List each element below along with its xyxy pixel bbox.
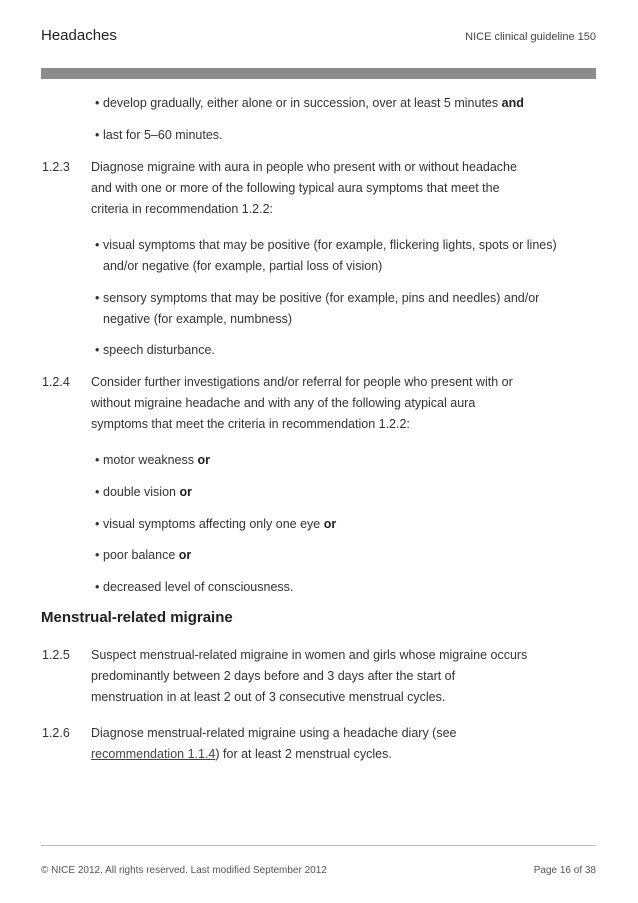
list-item: • visual symptoms affecting only one eye or xyxy=(103,514,593,535)
list-item: • poor balance or xyxy=(103,545,593,566)
bullet-icon: • xyxy=(95,580,100,594)
bullet-icon: • xyxy=(95,485,100,499)
list-item: • sensory symptoms that may be positive (for example, pins and needles) and/or negative (for example, numbness) xyxy=(103,288,593,330)
bullet-icon: • xyxy=(95,238,100,252)
bullet-icon: • xyxy=(95,517,100,531)
document-title: Headaches xyxy=(41,27,117,44)
bullet-icon: • xyxy=(95,291,100,305)
page-number: Page 16 of 38 xyxy=(533,865,596,876)
footer-divider xyxy=(41,845,596,846)
section-heading: Menstrual-related migraine xyxy=(41,609,233,626)
list-item: • speech disturbance. xyxy=(103,340,593,361)
bullet-icon: • xyxy=(95,453,100,467)
list-item: • visual symptoms that may be positive (for example, flickering lights, spots or lines) and/or negative (for example, partial loss of vision) xyxy=(103,235,593,277)
list-item: • last for 5–60 minutes. xyxy=(103,125,593,146)
bullet-icon: • xyxy=(95,128,100,142)
list-item: • develop gradually, either alone or in succession, over at least 5 minutes and xyxy=(103,93,593,114)
list-item: • decreased level of consciousness. xyxy=(103,577,593,598)
list-item: • motor weakness or xyxy=(103,450,593,471)
recommendation-link[interactable]: recommendation 1.1.4 xyxy=(91,747,216,761)
header-divider xyxy=(41,68,596,79)
bullet-icon: • xyxy=(95,96,100,110)
guideline-label: NICE clinical guideline 150 xyxy=(465,31,596,43)
bullet-icon: • xyxy=(95,343,100,357)
bullet-icon: • xyxy=(95,548,100,562)
list-item: • double vision or xyxy=(103,482,593,503)
copyright-text: © NICE 2012. All rights reserved. Last modified September 2012 xyxy=(41,865,327,876)
